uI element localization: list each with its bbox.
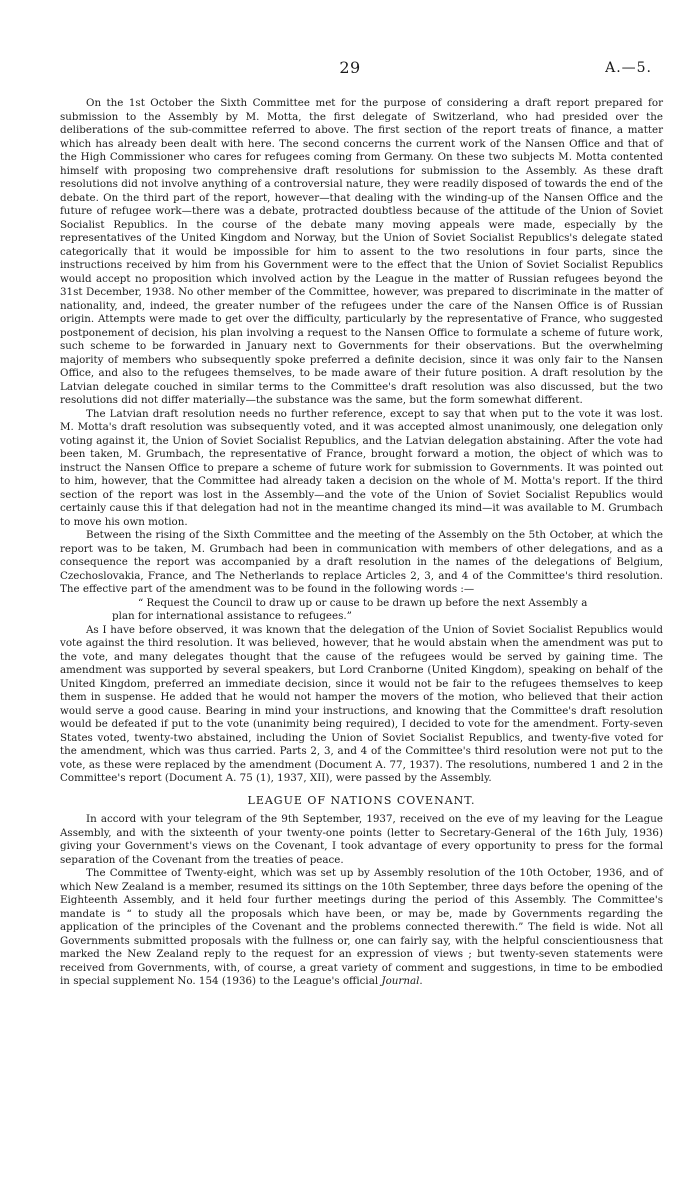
paragraph-end: . — [419, 975, 423, 987]
document-reference: A.—5. — [605, 60, 652, 76]
paragraph: Between the rising of the Sixth Committee and the meeting of the Assembly on the 5th October, at which the report was to be taken, M. Grumbach had been in communication with members of other delegations, and as a consequence the report was accompanied by a draft resolution in the names of the delegations of Belgium, Czechoslovakia, France, and The Netherlands to replace Articles 2, 3, and 4 of the Committee's third resolution. The effective part of the amendment was to be found in the following words :— — [60, 529, 663, 595]
quotation: “ Request the Council to draw up or cause to be drawn up before the next Assembly a — [138, 596, 588, 609]
journal-title: Journal — [381, 975, 420, 987]
paragraph: On the 1st October the Sixth Committee met for the purpose of considering a draft report prepared for submission to the Assembly by M. Motta, the first delegate of Switzerland, who had presided over the deliberations of the sub-committee referred to above. The first section of the report treats of finance, a matter which has already been dealt with here. The second concerns the current work of the Nansen Office and that of the High Commissioner who cares for refugees coming from Germany. On these two subjects M. Motta contented himself with proposing two comprehensive draft resolutions for submission to the Assembly. As these draft resolutions did not involve anything of a controversial nature, they were readily disposed of towards the end of the debate. On the third part of the report, however—that dealing with the winding-up of the Nansen Office and the future of refugee work—there was a debate, protracted doubtless because of the attitude of the Union of Soviet Socialist Republics. In the course of the debate many moving appeals were made, especially by the representatives of the United Kingdom and Norway, but the Union of Soviet Socialist Republics's delegate stated categorically that it would be impossible for him to assent to the two resolutions in four parts, since the instructions received by him from his Government were to the effect that the Union of Soviet Socialist Republics would accept no proposition which involved action by the League in the matter of Russian refugees beyond the 31st December, 1938. No other member of the Committee, however, was prepared to discriminate in the matter of nationality, and, indeed, the greater number of the refugees under the care of the Nansen Office is of Russian origin. Attempts were made to get over the difficulty, particularly by the representative of France, who suggested postponement of decision, his plan involving a request to the Nansen Office to formulate a scheme of future work, such scheme to be forwarded in January next to Governments for their observations. But the overwhelming majority of members who subsequently spoke preferred a definite decision, since it was only fair to the Nansen Office, and also to the refugees themselves, to be made aware of their future position. A draft resolution by the Latvian delegate couched in similar terms to the Committee's draft resolution was also discussed, but the two resolutions did not differ materially—the substance was the same, but the form somewhat different. — [60, 97, 663, 406]
paragraph: As I have before observed, it was known that the delegation of the Union of Soviet Socialist Republics would vote against the third resolution. It was believed, however, that he would abstain when the amendment was put to the vote, and many delegates thought that the cause of the refugees would be served by gaining time. The amendment was supported by several speakers, but Lord Cranborne (United Kingdom), speaking on behalf of the United Kingdom, preferred an immediate decision, since it would not be fair to the refugees themselves to keep them in suspense. He added that he would not hamper the movers of the motion, who believed that their action would serve a good cause. Bearing in mind your instructions, and knowing that the Committee's draft resolution would be defeated if put to the vote (unanimity being required), I decided to vote for the amendment. Forty-seven States voted, twenty-two abstained, including the Union of Soviet Socialist Republics, and twenty-five voted for the amendment, which was thus carried. Parts 2, 3, and 4 of the Committee's third resolution were not put to the vote, as these were replaced by the amendment (Document A. 77, 1937). The resolutions, numbered 1 and 2 in the Committee's report (Document A. 75 (1), 1937, XII), were passed by the Assembly. — [60, 623, 663, 784]
section-heading: LEAGUE OF NATIONS COVENANT. — [247, 793, 476, 807]
paragraph-last — [60, 867, 663, 989]
quotation-continued: plan for international assistance to refugees.” — [112, 610, 352, 622]
body-text — [60, 97, 663, 989]
page-number: 29 — [339, 58, 361, 77]
paragraph: In accord with your telegram of the 9th September, 1937, received on the eve of my leaving for the League Assembly, and with the sixteenth of your twenty-one points (letter to Secretary-General of the 16th July, 1936) giving your Government's views on the Covenant, I took advantage of every opportunity to press for the formal separation of the Covenant from the treaties of peace. — [60, 813, 663, 866]
paragraph-text: The Committee of Twenty-eight, which was set up by Assembly resolution of the 10th October, 1936, and of which New Zealand is a member, resumed its sittings on the 10th September, three days before the opening of the Eighteenth Assembly, and it held four further meetings during the period of this Assembly. The Committee's mandate is “ to study all the proposals which have been, or may be, made by Governments regarding the application of the principles of the Covenant and the problems connected therewith.” The field is wide. Not all Governments submitted proposals with the fullness or, one can fairly say, with the helpful conscientiousness that marked the New Zealand reply to the request for an expression of views ; but twenty-seven statements were received from Governments, with, of course, a great variety of comment and suggestions, in time to be embodied in special supplement No. 154 (1936) to the League's official — [60, 867, 663, 987]
paragraph: The Latvian draft resolution needs no further reference, except to say that when put to the vote it was lost. M. Motta's draft resolution was subsequently voted, and it was accepted almost unanimously, one delegation only voting against it, the Union of Soviet Socialist Republics, and the Latvian delegation abstaining. After the vote had been taken, M. Grumbach, the representative of France, brought forward a motion, the object of which was to instruct the Nansen Office to prepare a scheme of future work for submission to Governments. It was pointed out to him, however, that the Committee had already taken a decision on the whole of M. Motta's report. If the third section of the report was lost in the Assembly—and the vote of the Union of Soviet Socialist Republics would certainly cause this if that delegation had not in the meantime changed its mind—it was available to M. Grumbach to move his own motion. — [60, 407, 663, 528]
